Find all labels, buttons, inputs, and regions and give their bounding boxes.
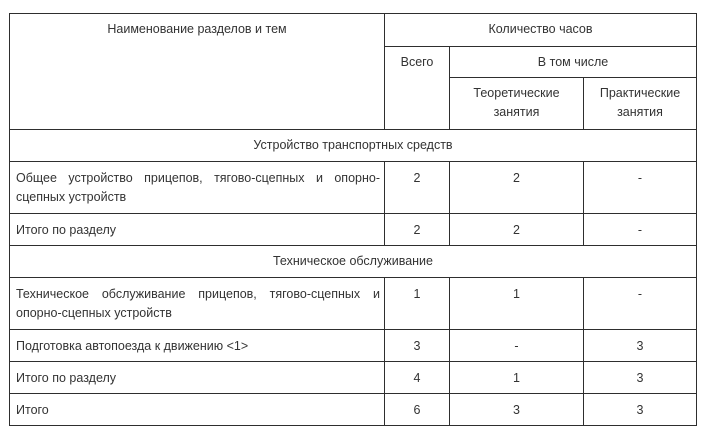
header-total: Всего [385,47,450,130]
header-topic-name: Наименование разделов и тем [10,14,385,130]
total-hours: 2 [385,162,450,214]
header-theory: Теоретические занятия [450,78,584,130]
hours-table [9,13,697,426]
topic-name: Итого по разделу [10,214,385,246]
practice-hours: 3 [584,330,697,362]
theory-hours: 1 [450,278,584,330]
table-row [10,330,697,362]
practice-hours: - [584,214,697,246]
topic-name: Итого по разделу [10,362,385,394]
practice-hours: - [584,278,697,330]
total-hours: 3 [385,330,450,362]
topic-name: Техническое обслуживание прицепов, тягово-сцепных и опорно-сцепных устройств [10,278,385,330]
topic-name: Подготовка автопоезда к движению <1> [10,330,385,362]
practice-hours: - [584,162,697,214]
grand-total-row [10,394,697,426]
section-row [10,130,697,162]
theory-hours: - [450,330,584,362]
table-row [10,278,697,330]
topic-name: Итого [10,394,385,426]
header-hours-count: Количество часов [385,14,697,47]
subtotal-row [10,362,697,394]
table-row [10,162,697,214]
theory-hours: 2 [450,214,584,246]
topic-name: Общее устройство прицепов, тягово-сцепных и опорно-сцепных устройств [10,162,385,214]
theory-hours: 1 [450,362,584,394]
total-hours: 1 [385,278,450,330]
header-practice: Практические занятия [584,78,697,130]
section-row [10,246,697,278]
header-row-1 [10,14,697,47]
practice-hours: 3 [584,394,697,426]
total-hours: 2 [385,214,450,246]
theory-hours: 2 [450,162,584,214]
header-including: В том числе [450,47,697,78]
practice-hours: 3 [584,362,697,394]
section-title: Устройство транспортных средств [10,130,697,162]
total-hours: 4 [385,362,450,394]
section-title: Техническое обслуживание [10,246,697,278]
total-hours: 6 [385,394,450,426]
subtotal-row [10,214,697,246]
theory-hours: 3 [450,394,584,426]
